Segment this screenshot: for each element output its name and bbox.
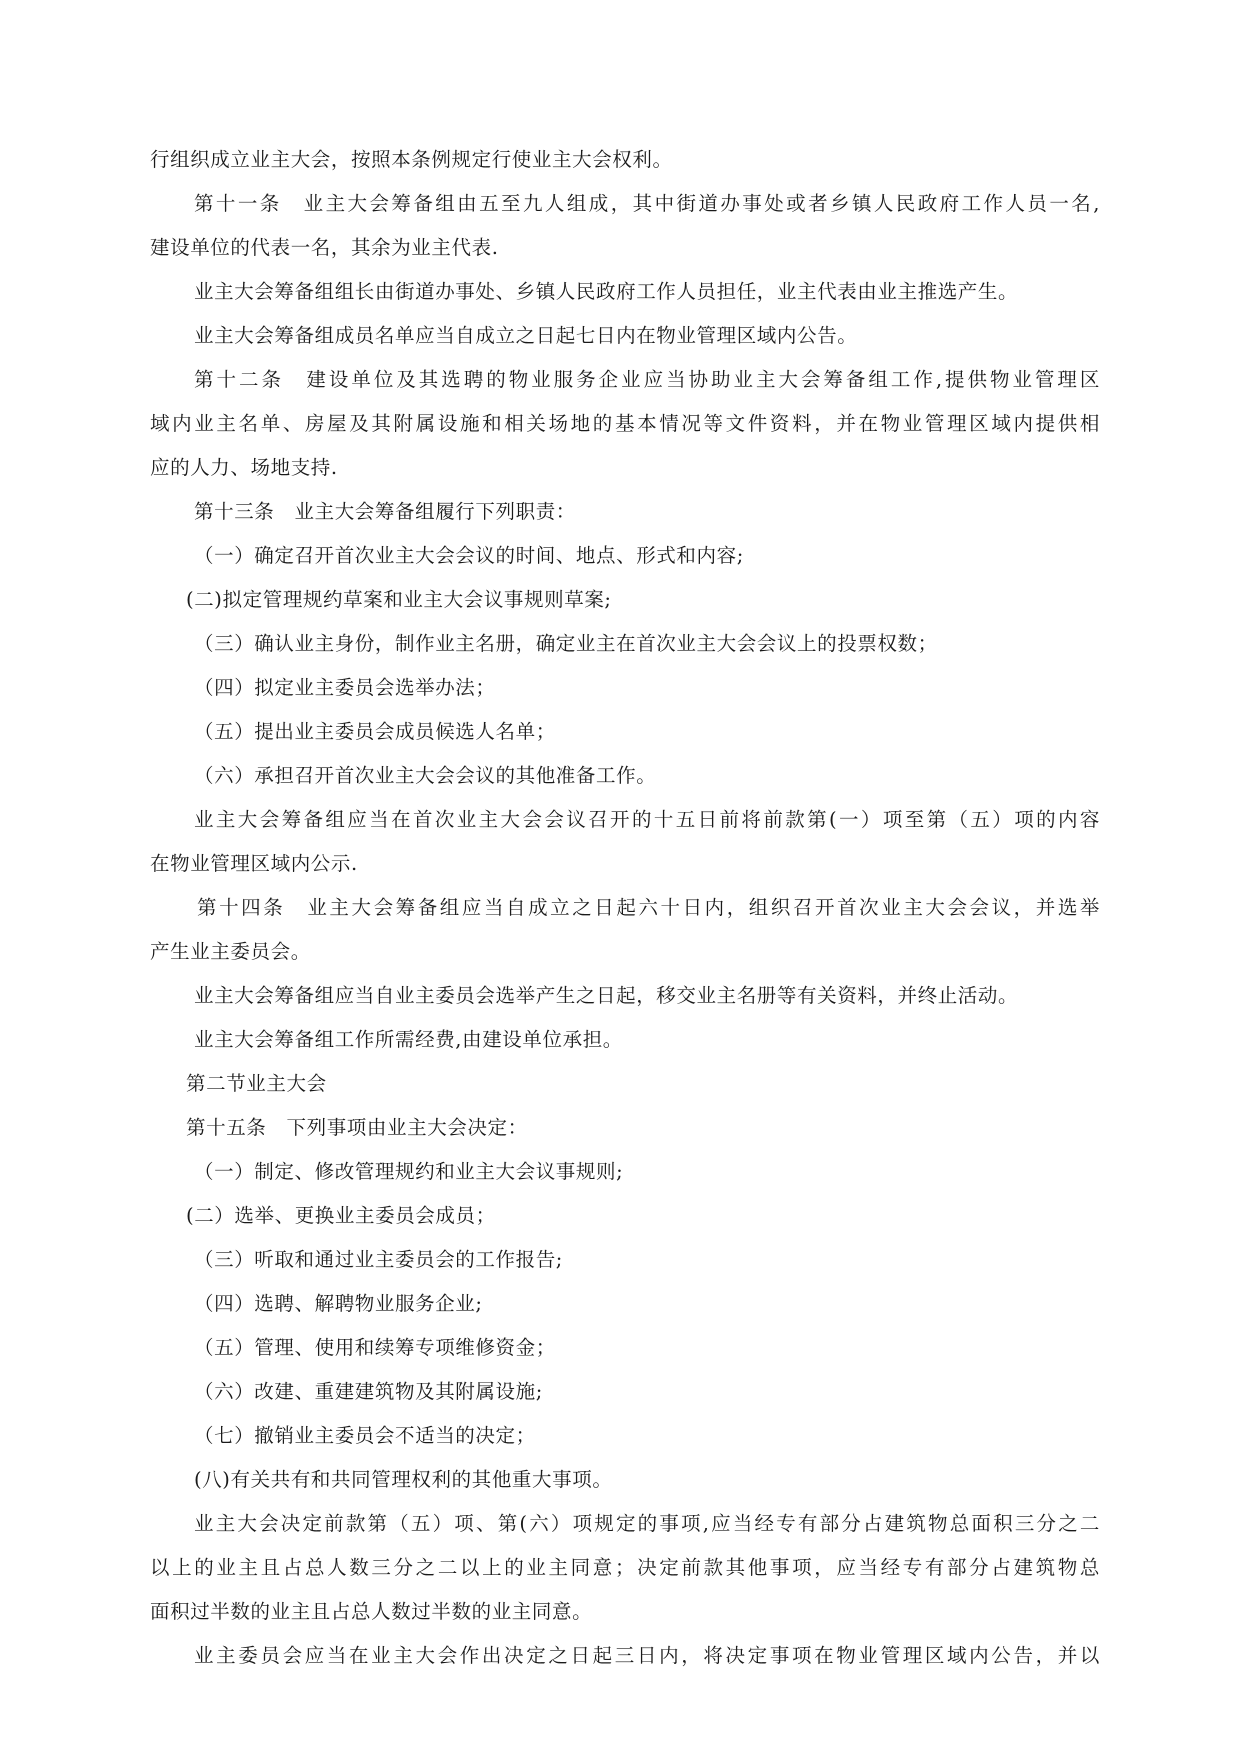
list-item: （四）拟定业主委员会选举办法； <box>194 676 496 699</box>
document-body <box>150 138 1100 1678</box>
paragraph-line: 业主大会筹备组组长由街道办事处、乡镇人民政府工作人员担任，业主代表由业主推选产生。 <box>194 280 1019 303</box>
list-item: （四）选聘、解聘物业服务企业; <box>194 1292 483 1315</box>
list-item: (八)有关共有和共同管理权利的其他重大事项。 <box>194 1468 613 1491</box>
paragraph-line: 面积过半数的业主且占总人数过半数的业主同意。 <box>150 1600 593 1623</box>
list-item: （一）确定召开首次业主大会会议的时间、地点、形式和内容; <box>194 544 744 567</box>
paragraph-line: 业主大会筹备组工作所需经费,由建设单位承担。 <box>194 1028 623 1051</box>
paragraph-line: 在物业管理区域内公示. <box>150 852 358 875</box>
article-14-line-2: 产生业主委员会。 <box>150 940 311 963</box>
article-11-line-2: 建设单位的代表一名，其余为业主代表. <box>150 236 499 259</box>
list-item: （三）确认业主身份，制作业主名册，确定业主在首次业主大会会议上的投票权数； <box>194 632 938 655</box>
paragraph-line: 业主大会筹备组应当自业主委员会选举产生之日起，移交业主名册等有关资料，并终止活动。 <box>194 984 1019 1007</box>
list-item: （七）撤销业主委员会不适当的决定； <box>194 1424 536 1447</box>
paragraph-line: 以上的业主且占总人数三分之二以上的业主同意；决定前款其他事项，应当经专有部分占建筑物总 <box>150 1556 1100 1579</box>
list-item: （六）承担召开首次业主大会会议的其他准备工作。 <box>194 764 657 787</box>
list-item: （六）改建、重建建筑物及其附属设施; <box>194 1380 543 1403</box>
list-item: （一）制定、修改管理规约和业主大会议事规则; <box>194 1160 624 1183</box>
article-12-line-3: 应的人力、场地支持. <box>150 456 338 479</box>
list-item: (二)拟定管理规约草案和业主大会议事规则草案; <box>186 588 612 611</box>
paragraph-line: 业主大会筹备组应当在首次业主大会会议召开的十五日前将前款第(一）项至第（五）项的内容 <box>194 808 1100 831</box>
paragraph-line: 业主委员会应当在业主大会作出决定之日起三日内，将决定事项在物业管理区域内公告，并以 <box>194 1644 1100 1667</box>
article-15-heading: 第十五条 下列事项由业主大会决定： <box>186 1116 528 1139</box>
text-line-1: 行组织成立业主大会，按照本条例规定行使业主大会权利。 <box>150 148 673 171</box>
article-13-heading: 第十三条 业主大会筹备组履行下列职责： <box>194 500 576 523</box>
article-12-line-1: 第十二条 建设单位及其选聘的物业服务企业应当协助业主大会筹备组工作,提供物业管理区 <box>194 368 1100 391</box>
article-11-line-1: 第十一条 业主大会筹备组由五至九人组成，其中街道办事处或者乡镇人民政府工作人员一名, <box>194 192 1100 215</box>
list-item: (二）选举、更换业主委员会成员； <box>186 1204 496 1227</box>
list-item: （五）提出业主委员会成员候选人名单； <box>194 720 556 743</box>
paragraph-line: 业主大会筹备组成员名单应当自成立之日起七日内在物业管理区域内公告。 <box>194 324 858 347</box>
list-item: （五）管理、使用和续筹专项维修资金； <box>194 1336 556 1359</box>
list-item: （三）听取和通过业主委员会的工作报告; <box>194 1248 563 1271</box>
paragraph-line: 业主大会决定前款第（五）项、第(六）项规定的事项,应当经专有部分占建筑物总面积三分之二 <box>194 1512 1100 1535</box>
article-12-line-2: 域内业主名单、房屋及其附属设施和相关场地的基本情况等文件资料，并在物业管理区域内提供相 <box>150 412 1100 435</box>
section-heading: 第二节业主大会 <box>186 1072 327 1095</box>
article-14-line-1: 第十四条 业主大会筹备组应当自成立之日起六十日内，组织召开首次业主大会会议，并选举 <box>197 896 1100 919</box>
